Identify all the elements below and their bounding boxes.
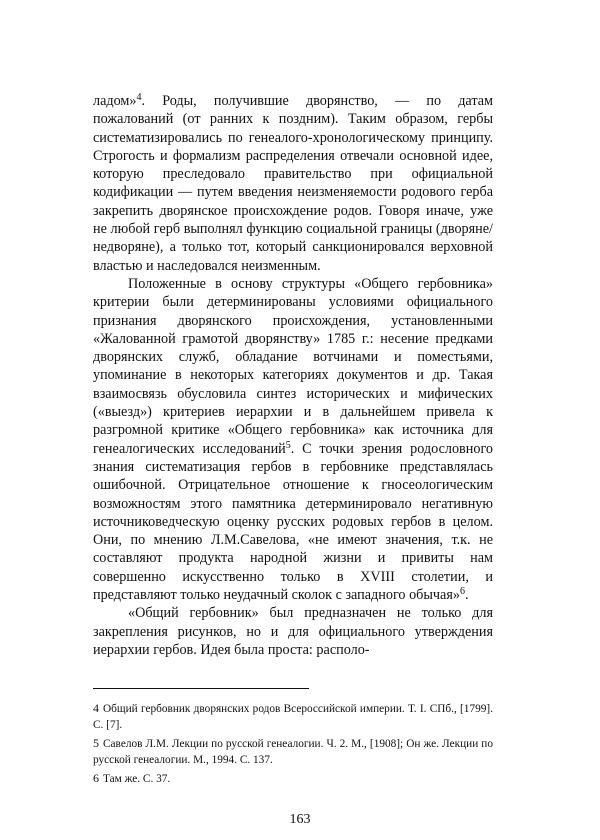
footnote-divider: [93, 688, 309, 689]
footnote-number: 5: [93, 736, 99, 750]
footnote: [93, 700, 493, 733]
footnote-reference: 4: [136, 92, 142, 103]
footnotes: [93, 700, 493, 789]
footnote-text: Там же. С. 37.: [103, 773, 171, 785]
footnote: [93, 770, 493, 787]
footnote-number: 6: [93, 771, 99, 785]
paragraph: [93, 92, 493, 275]
paragraph-text: .: [464, 587, 469, 604]
paragraph-text: «Общий гербовник» был предназначен не только для закрепления рисунков, но и для официального утверждения иерархии гербов. Идея была проста: располо-: [93, 605, 493, 658]
footnote-reference: 6: [459, 586, 465, 598]
paragraph-text: ладом»: [93, 93, 137, 109]
paragraph: [93, 275, 493, 604]
footnote-reference: 5: [285, 439, 291, 451]
footnote: [93, 735, 493, 768]
paragraph-text: . С точки зрения родословного знания систематизация гербов в гербовнике представлялась ошибочной. Отрицательное отношение к гносеологическим возможностям этого памятника детерминировало негативную источниковедческую оценку русских родовых гербов в целом. Они, по мнению Л.М.Савелова, «не имеют значения, т.к. не составляют продукта народной жизни и привиты нам совершенно искусственно только в XVIII столетии, и представляют только неудачный сколок с западного обычая»: [93, 440, 494, 604]
footnote-text: Савелов Л.М. Лекции по русской генеалогии. Ч. 2. М., [1908]; Он же. Лекции по русской генеалогии. М., 1994. С. 137.: [93, 738, 493, 766]
paragraph-text: Положенные в основу структуры «Общего гербовника» критерии были детерминированы условиями официального признания дворянского происхождения, установленными «Жалованной грамотой дворянству» 1785 г.: несение предками дворянских служб, обладание вотчинами и поместьями, упоминание в некоторых категориях документов и др. Такая взаимосвязь обусловила синтез исторических и мифических («выезд») критериев иерархии и в дальнейшем привела к разгромной критике «Общего гербовника» как источника для генеалогических исследований: [93, 275, 493, 457]
footnote-number: 4: [93, 701, 99, 715]
footnote-text: Общий гербовник дворянских родов Всероссийской империи. Т. I. СПб., [1799]. С. [7].: [93, 703, 493, 731]
page-number: 163: [289, 812, 311, 827]
paragraph: [93, 604, 493, 659]
main-text: [93, 92, 493, 659]
paragraph-text: . Роды, получившие дворянство, — по датам пожалований (от ранних к поздним). Таким образом, гербы систематизировались по генеалого-хронологическому принципу. Строгость и формализм распределения отвечали основной идее, которую преследовало правительство при официальной кодификации — путем введения неизменяемости родового герба закрепить дворянское происхождение родов. Говоря иначе, уже не любой герб выполнял функцию социальной границы (дворяне/недворяне), а только тот, который санкционировался верховной властью и наследовался неизменным.: [93, 93, 493, 274]
